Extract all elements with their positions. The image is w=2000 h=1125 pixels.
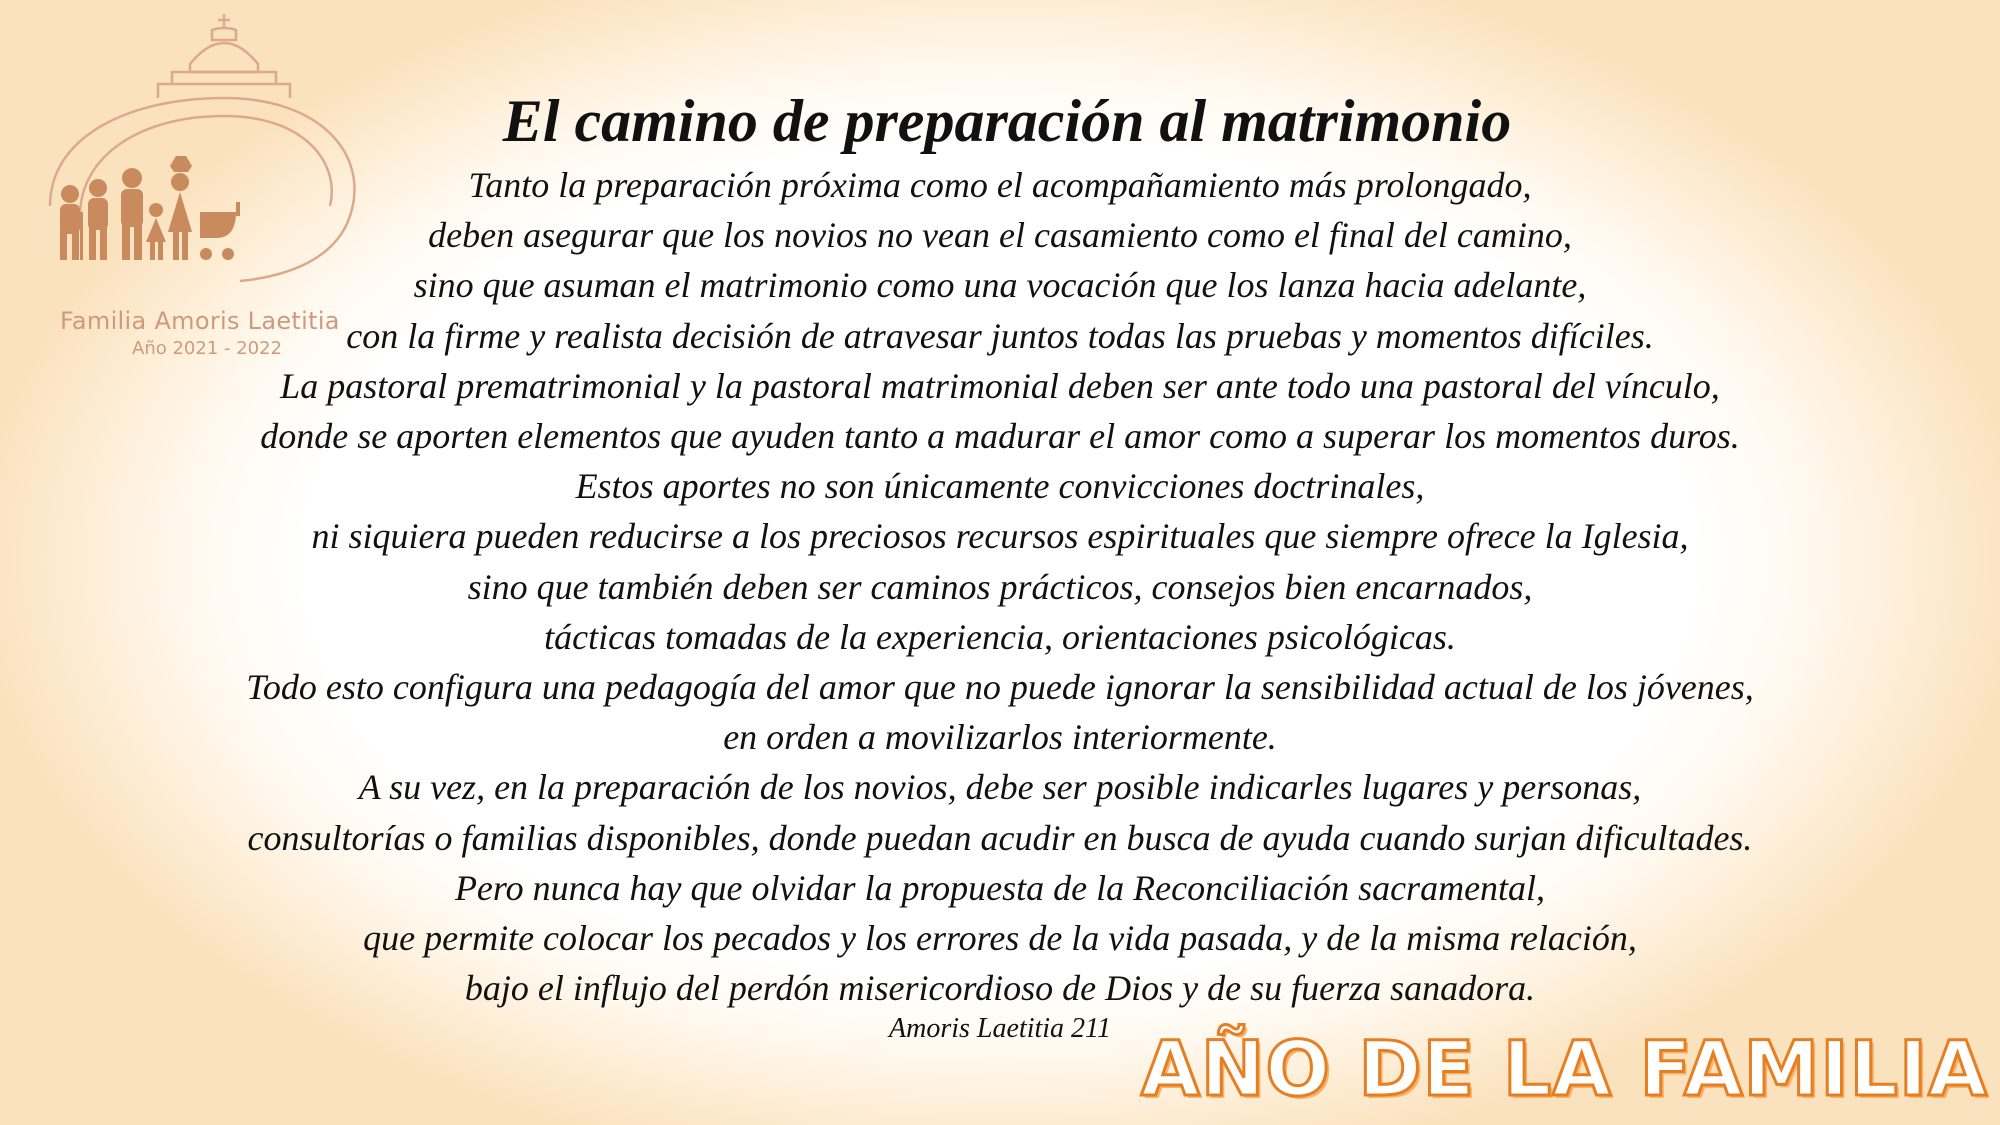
quote-line: que permite colocar los pecados y los errores de la vida pasada, y de la misma relación, [363, 918, 1637, 959]
quote-line: deben asegurar que los novios no vean el casamiento como el final del camino, [428, 215, 1572, 256]
logo-year: Año 2021 - 2022 [132, 338, 283, 359]
quote-line: con la firme y realista decisión de atravesar juntos todas las pruebas y momentos difíciles. [346, 315, 1654, 356]
quote-body [0, 160, 2000, 1013]
quote-line: en orden a movilizarlos interiormente. [723, 717, 1277, 758]
quote-line: La pastoral prematrimonial y la pastoral matrimonial deben ser ante todo una pastoral del vínculo, [280, 365, 1720, 406]
quote-line: Todo esto configura una pedagogía del amor que no puede ignorar la sensibilidad actual de los jóvenes, [246, 667, 1754, 708]
quote-line: A su vez, en la preparación de los novios, debe ser posible indicarles lugares y personas, [358, 767, 1642, 808]
quote-line: ni siquiera pueden reducirse a los preciosos recursos espirituales que siempre ofrece la Iglesia, [311, 516, 1689, 557]
page-title: El camino de preparación al matrimonio [502, 88, 1512, 154]
citation: Amoris Laetitia 211 [889, 1013, 1111, 1044]
quote-line: sino que asuman el matrimonio como una vocación que los lanza hacia adelante, [413, 265, 1587, 306]
year-of-family-banner: AÑO DE LA FAMILIA [1140, 1024, 1988, 1113]
quote-line: Estos aportes no son únicamente convicciones doctrinales, [575, 466, 1425, 507]
quote-line: Tanto la preparación próxima como el acompañamiento más prolongado, [468, 165, 1532, 205]
quote-line: sino que también deben ser caminos prácticos, consejos bien encarnados, [467, 566, 1533, 607]
quote-line: Pero nunca hay que olvidar la propuesta de la Reconciliación sacramental, [454, 867, 1546, 908]
quote-line: bajo el influjo del perdón misericordioso de Dios y de su fuerza sanadora. [464, 968, 1536, 1009]
quote-line: tácticas tomadas de la experiencia, orientaciones psicológicas. [544, 616, 1456, 657]
logo-name-prefix: Familia [60, 307, 147, 335]
quote-line: donde se aporten elementos que ayuden tanto a madurar el amor como a superar los momentos duros. [260, 416, 1740, 457]
quote-line: consultorías o familias disponibles, donde puedan acudir en busca de ayuda cuando surjan dificultades. [247, 817, 1753, 858]
logo-name-bold: Amoris Laetitia [154, 307, 340, 335]
